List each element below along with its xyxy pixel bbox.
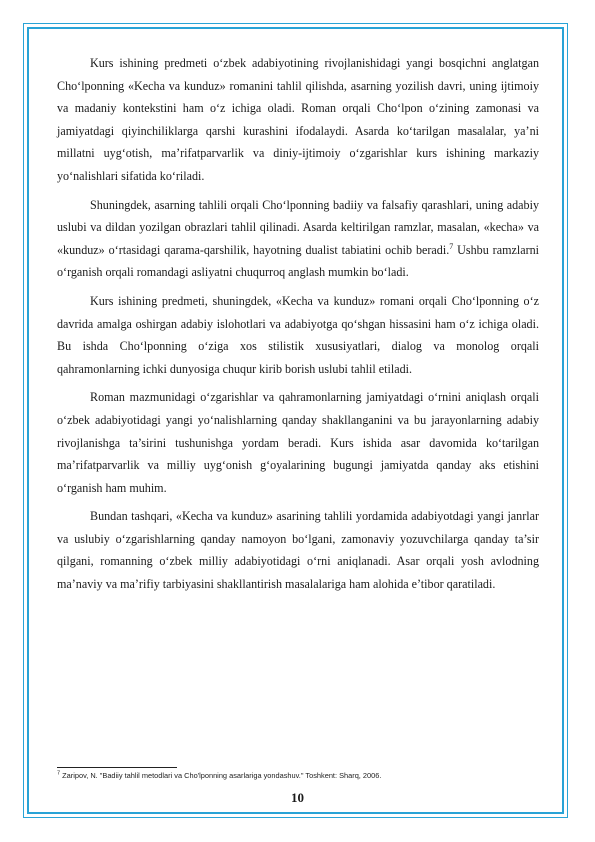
footnote-separator — [57, 767, 177, 768]
paragraph-2-text-after: Ushbu ramzlarni o‘rganish orqali romandagi asliyatni chuqurroq anglash mumkin bo‘ladi. — [57, 242, 540, 280]
page-number: 10 — [291, 790, 304, 805]
paragraph-1: Kurs ishining predmeti o‘zbek adabiyotining rivojlanishidagi yangi bosqichni anglatgan Cho‘lponning «Kecha va kunduz» romanini tahlil qilishda, asarning yozilish davri, uning ijtimoiy va madaniy kontekstini ham o‘z ichiga oladi. Roman orqali Cho‘lpon o‘zining zamonasi va jamiyatdagi qiyinchiliklarga qarshi kurashini ifodalaydi. Asarda ko‘tarilgan masalalar, ya’ni millatni uyg‘otish, ma’rifatparvarlik va diniy-ijtimoiy o‘zgarishlar kurs ishining markaziy yo‘nalishlari sifatida ko‘riladi. — [57, 56, 539, 183]
paragraph-5: Bundan tashqari, «Kecha va kunduz» asarining tahlili yordamida adabiyotdagi yangi janrlar va uslubiy o‘zgarishlarning qanday namoyon bo‘lgani, zamonaviy yozuvchilarga qanday ta’sir qilgani, romanning o‘zbek milliy adabiyotidagi o‘rni aniqlanadi. Asar orqali yosh avlodning ma’naviy va ma’rifiy tarbiyasini shakllantirish masalalariga ham alohida e’tibor qaratiladi. — [57, 509, 539, 592]
paragraph-3: Kurs ishining predmeti, shuningdek, «Kecha va kunduz» romani orqali Cho‘lponning o‘z davrida amalga oshirgan adabiy islohotlari va adabiyotga qo‘shgan hissasini ham o‘z ichiga oladi. Bu ishda Cho‘lponning o‘ziga xos stilistik xususiyatlari, dialog va monolog orqali qahramonlarning ichki dunyosiga chuqur kirib borish uslubi tahlil etiladi. — [57, 293, 539, 376]
paragraph-4: Roman mazmunidagi o‘zgarishlar va qahramonlarning jamiyatdagi o‘rnini aniqlash orqali o‘zbek adabiyotidagi yangi yo‘nalishlarning qanday shakllanganini va bu jarayonlarning adabiy rivojlanishga ta’sirini tushunishga yordam beradi. Kurs ishida asar davomida ko‘tarilgan ma’rifatparvarlik va milliy uyg‘onish g‘oyalarining bugungi jamiyatda qanday aks etishini o‘rganish ham muhim. — [57, 390, 539, 495]
footnote-reference[interactable]: 7 — [449, 241, 454, 251]
page-body — [57, 52, 539, 602]
paragraph-2-text: Shuningdek, asarning tahlili orqali Cho‘lponning badiiy va falsafiy qarashlari, uning adabiy uslubi va dildan yozilgan obrazlari tahlil qilinadi. Asarda keltirilgan ramzlar, masalan, «kecha» va «kunduz» o‘rtasidagi qarama-qarshilik, hayotning dualist tabiatini ochib beradi. — [57, 197, 539, 257]
paragraph-2 — [57, 194, 539, 284]
footnote-number: 7 — [57, 770, 61, 777]
footnote-text: Zaripov, N. "Badiiy tahlil metodlari va Cho'lponning asarlariga yondashuv." Toshkent: Sharq, 2006. — [60, 771, 382, 780]
footnote — [57, 771, 539, 780]
